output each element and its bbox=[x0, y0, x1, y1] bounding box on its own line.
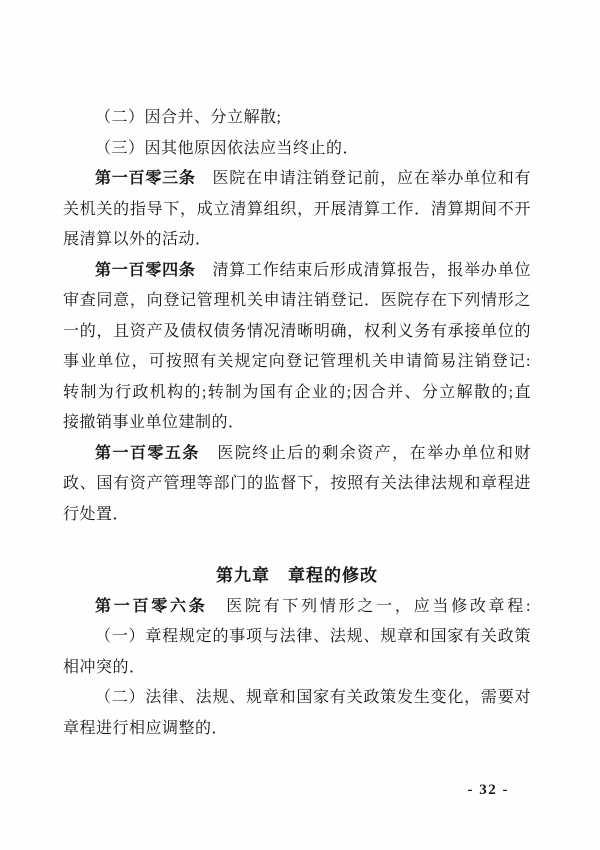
document-line bbox=[63, 592, 531, 623]
document-line bbox=[63, 195, 531, 226]
document-line bbox=[63, 347, 531, 378]
article-number: 第九章 章程的修改 bbox=[216, 566, 378, 585]
document-line bbox=[63, 134, 531, 165]
document-line bbox=[63, 256, 531, 287]
line-text: 行处置． bbox=[63, 505, 130, 523]
document-line bbox=[63, 317, 531, 348]
document-line bbox=[63, 714, 531, 745]
line-text: （二）因合并、分立解散; bbox=[95, 109, 282, 126]
line-text: 医院终止后的剩余资产，在举办单位和财 bbox=[199, 444, 531, 462]
document-line bbox=[63, 439, 531, 470]
line-text: 事业单位，可按照有关规定向登记管理机关申请简易注销登记: bbox=[63, 353, 531, 370]
article-number: 第一百零六条 bbox=[95, 597, 208, 615]
text-block bbox=[63, 103, 531, 744]
article-number: 第一百零三条 bbox=[95, 170, 196, 187]
document-line bbox=[63, 286, 531, 317]
line-text: 政、国有资产管理等部门的监督下，按照有关法律法规和章程进 bbox=[63, 475, 531, 492]
document-line bbox=[63, 469, 531, 500]
document-line bbox=[63, 225, 531, 256]
line-text: （三）因其他原因依法应当终止的． bbox=[95, 139, 360, 157]
line-text: 转制为行政机构的;转制为国有企业的;因合并、分立解散的;直 bbox=[63, 383, 531, 401]
line-text: （二）法律、法规、规章和国家有关政策发生变化，需要对 bbox=[95, 689, 531, 706]
document-line bbox=[63, 103, 531, 134]
line-text: 展清算以外的活动． bbox=[63, 231, 212, 248]
page-number: - 32 - bbox=[467, 782, 509, 798]
document-line bbox=[63, 164, 531, 195]
line-text: 医院有下列情形之一，应当修改章程: bbox=[207, 597, 531, 615]
document-line bbox=[63, 622, 531, 653]
article-number: 第一百零四条 bbox=[95, 261, 196, 279]
document-line bbox=[63, 653, 531, 684]
line-text: 关机关的指导下，成立清算组织，开展清算工作．清算期间不开 bbox=[63, 200, 531, 218]
document-line bbox=[63, 683, 531, 714]
line-text: 章程进行相应调整的． bbox=[63, 719, 229, 737]
line-text: 一的，且资产及债权债务情况清晰明确，权利义务有承接单位的 bbox=[63, 322, 531, 340]
chapter-heading bbox=[63, 561, 531, 592]
line-text: 接撤销事业单位建制的． bbox=[63, 414, 245, 431]
line-text: 医院在申请注销登记前，应在举办单位和有 bbox=[195, 170, 531, 187]
document-line bbox=[63, 408, 531, 439]
document-line bbox=[63, 378, 531, 409]
article-number: 第一百零五条 bbox=[95, 444, 200, 462]
line-text: 清算工作结束后形成清算报告，报举办单位 bbox=[195, 261, 531, 279]
line-text: 审查同意，向登记管理机关申请注销登记．医院存在下列情形之 bbox=[63, 292, 531, 309]
line-text: （一）章程规定的事项与法律、法规、规章和国家有关政策 bbox=[95, 628, 531, 645]
line-text: 相冲突的． bbox=[63, 658, 146, 676]
document-line bbox=[63, 500, 531, 531]
